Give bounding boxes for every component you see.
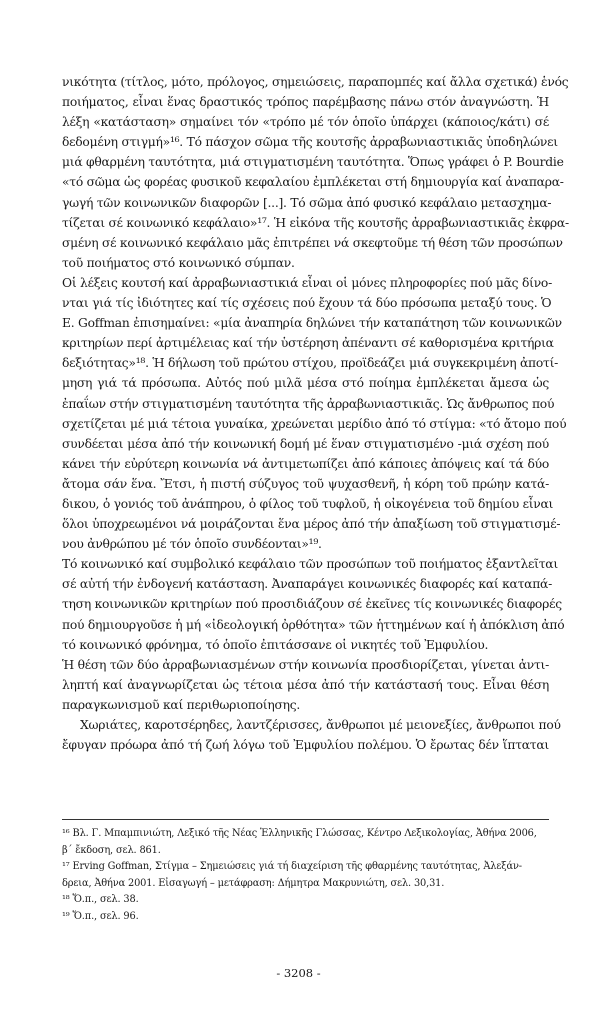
text-line: νικότητα (τίτλος, μότο, πρόλογος, σημειώσεις, παραπομπές καί ἄλλα σχετικά) ἑνός [62,75,569,89]
paragraph-5 [62,715,561,755]
footnote-line: ¹⁹ Ὅ.π., σελ. 96. [62,910,139,922]
footnote-line: ¹⁸ Ὅ.π., σελ. 38. [62,894,139,906]
text-line: δικου, ὁ γονιός τοῦ ἀνάπηρου, ὁ φίλος τοῦ τυφλοῦ, ἡ οἰκογένεια τοῦ δημίου εἶναι [62,496,554,511]
text-line: κριτηρίων περί ἀρτιμέλειας καί τήν ὑστέρηση ἀπέναντι σέ καθορισμένα κριτήρια [62,336,554,351]
text-line: Τό κοινωνικό καί συμβολικό κεφάλαιο τῶν προσώπων τοῦ ποιήματος ἐξαντλεῖται [62,557,558,572]
paragraph-4 [62,655,549,715]
page-number: - 3208 - [276,966,321,980]
text-line: συνδέεται μέσα ἀπό τήν κοινωνική δομή μέ ἕναν στιγματισμένο -μιά σχέση πού [62,436,549,451]
text-line: Χωριάτες, καροτσέρηδες, λαντζέρισσες, ἄνθρωποι μέ μειονεξίες, ἄνθρωποι πού [80,718,561,732]
text-line: μηση γιά τά πρόσωπα. Αὐτός πού μιλᾶ μέσα στό ποίημα ἐμπλέκεται ἄμεσα ὡς [62,376,549,391]
text-line: τίζεται σέ κοινωνικό κεφάλαιο»¹⁷. Ἡ εἰκόνα τῆς κουτσῆς ἀρραβωνιαστικιᾶς ἐκφρα- [62,215,569,230]
footnote-line: δρεια, Ἀθήνα 2001. Εἰσαγωγή – μετάφραση: Δήμητρα Μακρυνιώτη, σελ. 30,31. [62,877,445,889]
text-line: σμένη σέ κοινωνικό κεφάλαιο μᾶς ἐπιτρέπει νά σκεφτοῦμε τή θέση τῶν προσώπων [62,235,563,250]
paragraph-2 [62,273,567,554]
text-line: παραγκωνισμοῦ καί περιθωριοποίησης. [62,697,301,712]
text-line: δεδομένη στιγμή»¹⁶. Τό πάσχον σῶμα τῆς κουτσῆς ἀρραβωνιαστικιᾶς ὑποδηλώνει [62,135,558,150]
text-line: ἔφυγαν πρόωρα ἀπό τή ζωή λόγω τοῦ Ἐμφυλίου πολέμου. Ὁ ἔρωτας δέν ἵπταται [62,738,549,753]
text-line: τό κοινωνικό φρόνημα, τό ὁποῖο ἐπιτάσσανε οἱ νικητές τοῦ Ἐμφυλίου. [62,637,489,652]
text-line: σχετίζεται μέ μιά τέτοια γυναίκα, χρεώνεται μερίδιο ἀπό τό στίγμα: «τό ἄτομο πού [62,416,567,431]
text-line: ποιήματος, εἶναι ἕνας δραστικός τρόπος παρέμβασης πάνω στόν ἀναγνώστη. Ἡ [62,95,549,110]
text-line: «τό σῶμα ὡς φορέας φυσικοῦ κεφαλαίου ἐμπλέκεται στή δημιουργία καί ἀναπαρα- [62,175,564,190]
footnote-line: ¹⁷ Erving Goffman, Στίγμα – Σημειώσεις γιά τή διαχείριση τῆς φθαρμένης ταυτότητας, Ἀλεξάν- [62,861,522,873]
text-line: τηση κοινωνικῶν κριτηρίων πού προσιδιάζουν σέ ἐκεῖνες τίς κοινωνικές διαφορές [62,597,562,612]
text-line: δεξιότητας»¹⁸. Ἡ δήλωση τοῦ πρώτου στίχου, προϊδεάζει μιά συγκεκριμένη ἀποτί- [62,356,559,371]
text-line: νου ἀνθρώπου μέ τόν ὁποῖο συνδέονται»¹⁹. [62,537,322,552]
footnote-line: β΄ ἔκδοση, σελ. 861. [62,844,161,856]
footnotes [62,826,549,926]
paragraph-3 [62,554,565,654]
text-line: πού δημιουργοῦσε ἡ μή «ἰδεολογική ὀρθότητα» τῶν ἡττημένων καί ἡ ἀπόκλιση ἀπό [62,617,565,632]
text-line: Ἡ θέση τῶν δύο ἀρραβωνιασμένων στήν κοινωνία προσδιορίζεται, γίνεται ἀντι- [62,657,549,672]
text-line: λέξη «κατάσταση» σημαίνει τόν «τρόπο μέ τόν ὁποῖο ὑπάρχει (κάποιος/κάτι) σέ [62,115,549,130]
text-line: ἄτομα σάν ἕνα. Ἔτσι, ἡ πιστή σύζυγος τοῦ ψυχασθενῆ, ἡ κόρη τοῦ πρώην κατά- [62,476,549,491]
body-text [62,72,569,755]
text-line: E. Goffman ἐπισημαίνει: «μία ἀναπηρία δηλώνει τήν καταπάτηση τῶν κοινωνικῶν [62,316,562,331]
text-line: ληπτή καί ἀναγνωρίζεται ὡς τέτοια μέσα ἀπό τήν κατάστασή τους. Εἶναι θέση [62,677,549,692]
paragraph-1 [62,72,569,273]
text-line: ὅλοι ὑποχρεωμένοι νά μοιράζονται ἕνα μέρος ἀπό τήν ἀπαξίωση τοῦ στιγματισμέ- [62,517,561,532]
text-line: ἐπαΐων στήν στιγματισμένη ταυτότητα τῆς ἀρραβωνιαστικιᾶς. Ὡς ἄνθρωπος πού [62,396,555,411]
text-line: γωγή τῶν κοινωνικῶν διαφορῶν [...]. Τό σῶμα ἀπό φυσικό κεφάλαιο μετασχημα- [62,195,552,210]
text-line: νται γιά τίς ἰδιότητες καί τίς σχέσεις πού ἔχουν τά δύο πρόσωπα μεταξύ τους. Ὁ [62,296,552,311]
text-line: κάνει τήν εὐρύτερη κοινωνία νά ἀντιμετωπίζει ἀπό κάποιες ἀπόψεις καί τά δύο [62,456,549,471]
text-line: σέ αὐτή τήν ἐνδογενή κατάσταση. Ἀναπαράγει κοινωνικές διαφορές καί καταπά- [62,577,553,592]
text-line: μιά φθαρμένη ταυτότητα, μιά στιγματισμένη ταυτότητα. Ὅπως γράφει ὁ P. Bourdie [62,155,564,170]
footnote-line: ¹⁶ Βλ. Γ. Μπαμπινιώτη, Λεξικό τῆς Νέας Ἑλληνικῆς Γλώσσας, Κέντρο Λεξικολογίας, Ἀθήνα 2006, [62,828,537,839]
text-line: τοῦ ποιήματος στό κοινωνικό σύμπαν. [62,255,295,270]
footnote-separator [62,819,549,820]
text-line: Οἱ λέξεις κουτσή καί ἀρραβωνιαστικιά εἶναι οἱ μόνες πληροφορίες πού μᾶς δίνο- [62,275,552,290]
